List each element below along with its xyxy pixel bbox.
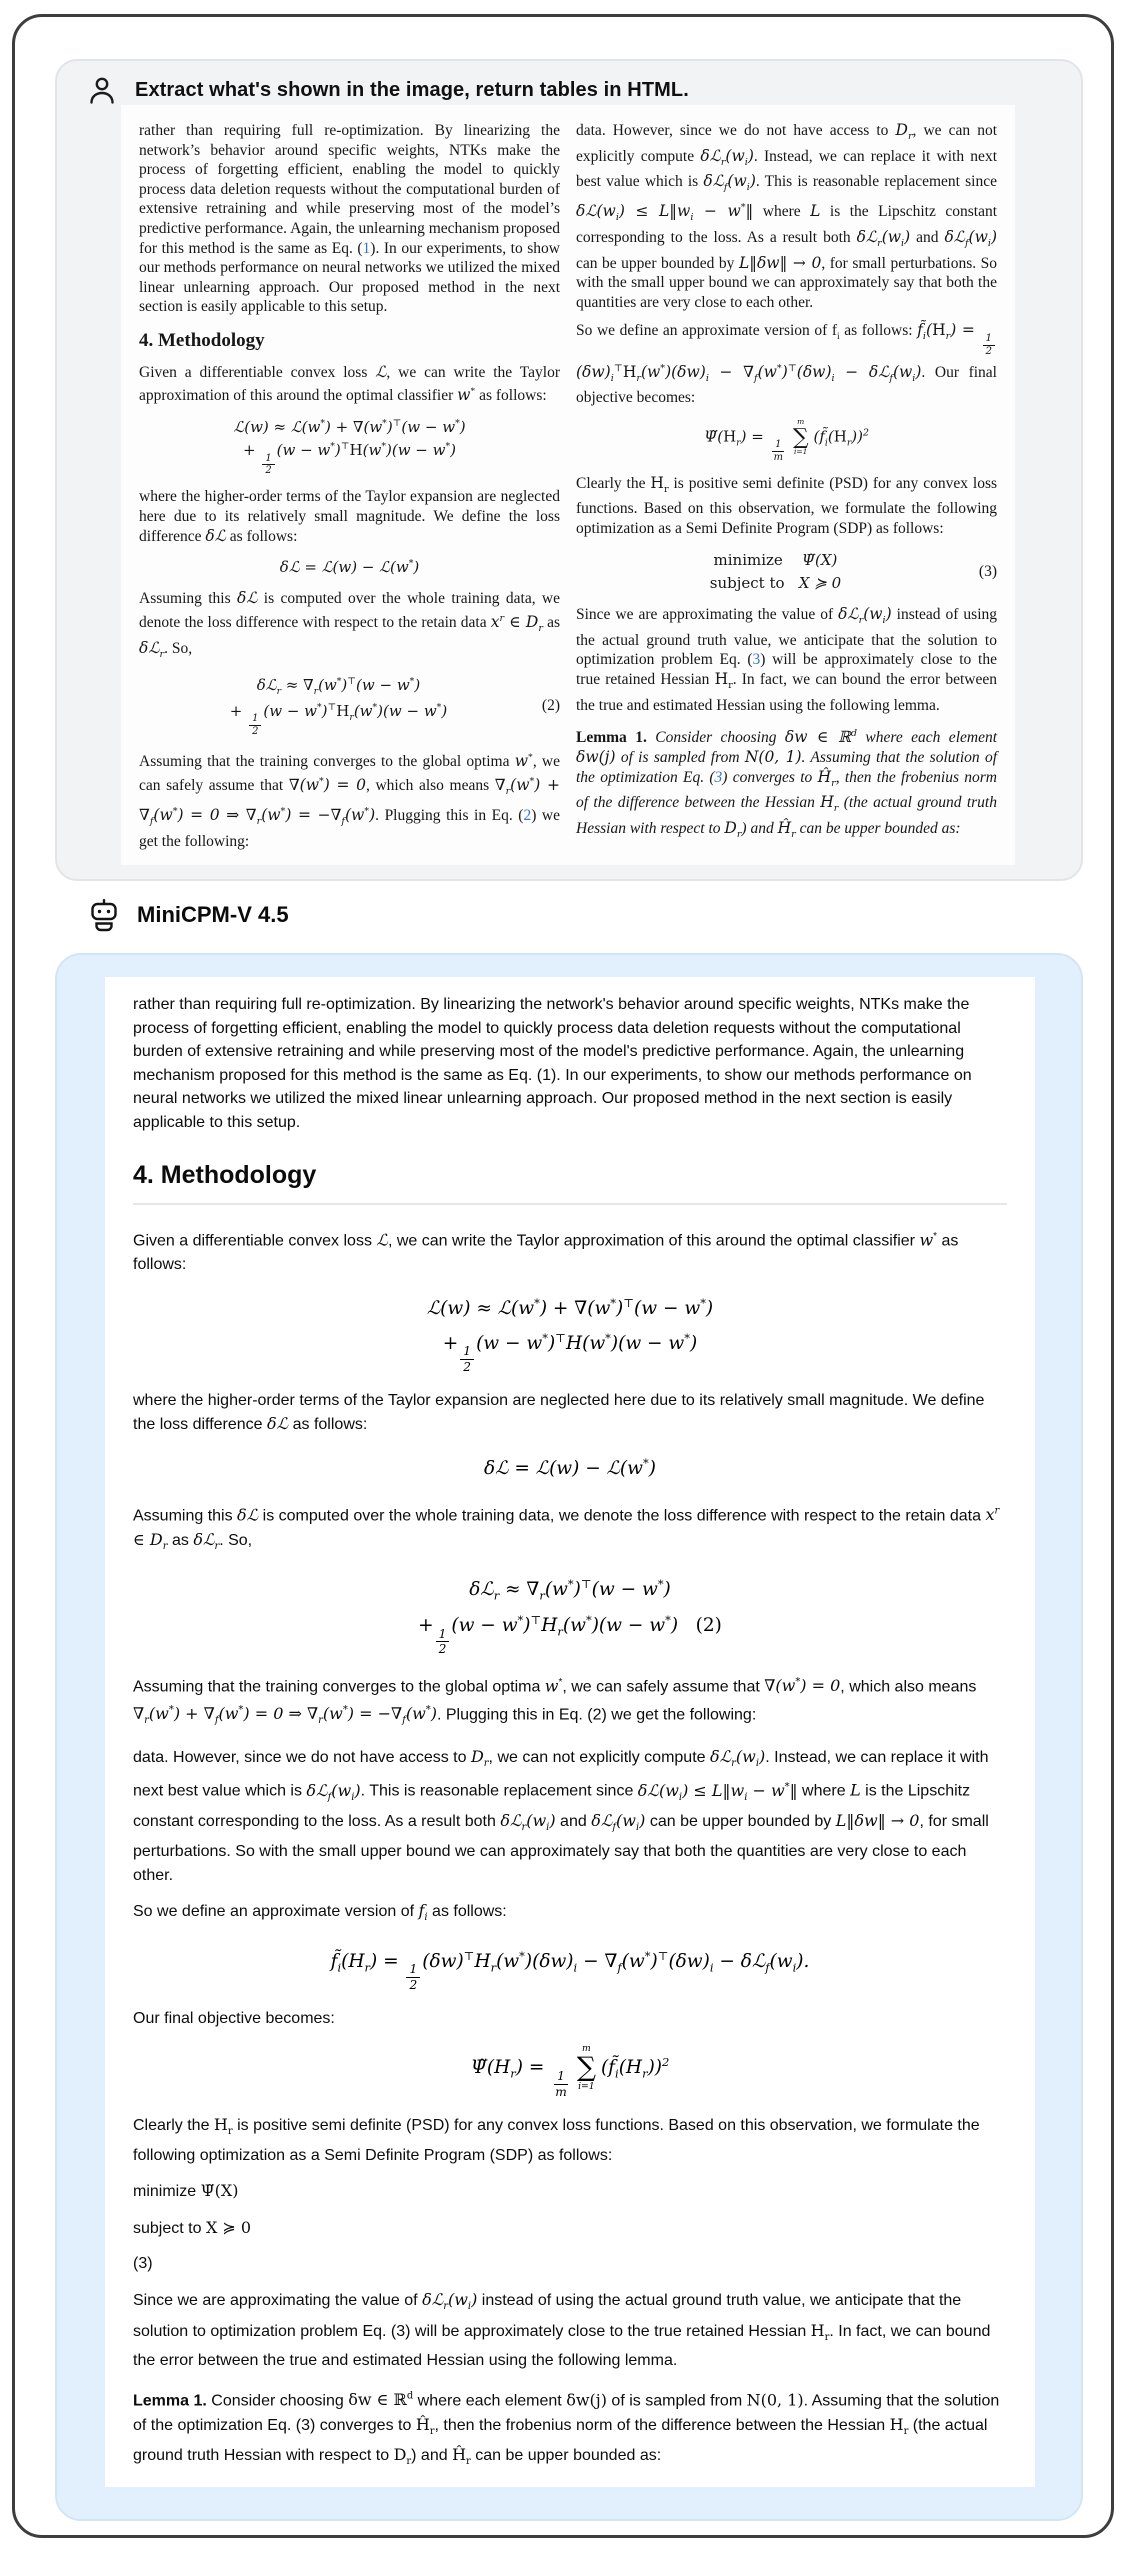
response-paragraph: (3) (133, 2255, 153, 2273)
paper-equation: $\Psĩ(H_r)$ = $\frac{1}{m}$ m ∑ i=1 $(f̃_i(H_r))^2$ (704, 417, 869, 463)
methodology-heading: 4. Methodology (133, 1160, 1007, 1205)
response-paragraph: Assuming that the training converges to the global optima w*, we can safely assume that ∇(w*) = 0, which also means $\nabla_r(w^*) + \nabla_f(w^*) = 0$ ⇒ $\nabla_r(w^*) = -\nabla_f(w^*)$. Plugging this in Eq. (2) we get the following: (133, 1676, 977, 1727)
paper-equation: δℒ = ℒ(w) − ℒ(w*) (279, 558, 420, 577)
assistant-name: MiniCPM-V 4.5 (137, 902, 289, 927)
response-paragraph: Clearly the $H_r$ is positive semi definite (PSD) for any convex loss functions. Based on this observation, we formulate the following optimization as a Semi Definite Program (SDP) as follows: (133, 2115, 980, 2164)
response-paragraph: Our final objective becomes: (133, 2009, 335, 2027)
response-paragraph: minimize Ψ̃(X) (133, 2181, 239, 2201)
paper-paragraph: where the higher-order terms of the Taylor expansion are neglected here due to its relatively small magnitude. We define the loss difference δℒ as follows: (139, 488, 560, 545)
response-equation: δℒ$_r$ ≈ $\nabla_r(w^*)^⊤(w - w^*)$ + $\frac{1}{2}$ $(w - w^*)^⊤H_r(w^*)(w - w^*)$ (2) (418, 1577, 722, 1657)
paper-right-column (576, 121, 997, 849)
response-paragraph: Assuming this δℒ is computed over the whole training data, we denote the loss difference with respect to the retain data $x^r$ ∈ $D_r$ as δℒ$_r$. So, (133, 1505, 1000, 1552)
response-lemma-paragraph: Lemma 1. Consider choosing δw ∈ ℝ$^d$ where each element δw(j) of is sampled from N(0, 1). Assuming that the solution of the optimization Eq. (3) converges to $Ĥ_r$, then the frobenius norm of the difference between the Hessian $H_r$ (the actual ground truth Hessian with respect to $D_r$) and $Ĥ_r$ can be upper bounded as: (133, 2390, 1000, 2468)
paper-paragraph: Assuming that the training converges to the global optima w*, we can safely assume that ∇(w*) = 0, which also means $\nabla_r(w^*) + \nabla_f(w^*) = 0$ ⇒ $\nabla_r(w^*) = -\nabla_f(w^*)$. Plugging this in Eq. (2) we get the following: (139, 752, 560, 850)
user-avatar-icon (87, 75, 117, 105)
paper-paragraph: Since we are approximating the value of $\delta ℒ_r(w_i)$ instead of using the actual ground truth value, we anticipate that the solution to optimization problem Eq. (3) will be approximately close to the true retained Hessian $H_r$. In fact, we can bound the error between the true and estimated Hessian using the following lemma. (576, 605, 997, 714)
paper-equation: δℒ$_r$ ≈ $\nabla_r(w^*)^⊤(w - w^*)$ + $\frac{1}{2}$ $(w - w^*)^⊤H_r(w^*)(w - w^*)$ (229, 676, 448, 738)
response-paragraph: rather than requiring full re-optimization. By linearizing the network's behavior around specific weights, NTKs make the process of forgetting efficient, enabling the model to quickly process data deletion requests without the computational burden of extensive retraining and while preserving most of the model's predictive performance. Again, the unlearning mechanism proposed for this method is the same as Eq. (1). In our experiments, to show our methods performance on neural networks we utilized the mixed linear unlearning approach. Our proposed method in the next section is easily applicable to this setup. (133, 996, 972, 1131)
equation-label: (3) (978, 563, 997, 581)
assistant-message (55, 953, 1083, 2521)
paper-equation: ℒ(w) ≈ ℒ(w*) + ∇(w*)⊤(w − w*) + $\frac{1}{2}$ (w − w*)⊤H(w*)(w − w*) (233, 417, 466, 477)
paper-paragraph: rather than requiring full re-optimization. By linearizing the network’s behavior around specific weights, NTKs make the process of forgetting efficient, enabling the model to quickly process data deletion requests without the computational burden of extensive retraining and while preserving most of the model’s predictive performance. Again, the unlearning mechanism proposed for this method is the same as Eq. (1). In our experiments, to show our methods performance on neural networks we utilized the mixed linear unlearning approach. Our proposed method in the next section is easily applicable to this setup. (139, 122, 560, 316)
paper-lemma-paragraph: Lemma 1. Consider choosing δw ∈ ℝ$^d$ where each element δw(j) of is sampled from N(0, 1). Assuming that the solution of the optimization Eq. (3) converges to $Ĥ_r$, then the frobenius norm of the difference between the Hessian $H_r$ (the actual ground truth Hessian with respect to $D_r$) and $Ĥ_r$ can be upper bounded as: (576, 728, 998, 841)
paper-paragraph: Clearly the $H_r$ is positive semi definite (PSD) for any convex loss functions. Based on this observation, we formulate the following optimization as a Semi Definite Program (SDP) as follows: (576, 473, 998, 537)
response-paragraph: Since we are approximating the value of $\delta ℒ_r(w_i)$ instead of using the actual ground truth value, we anticipate that the solution to optimization problem Eq. (3) will be approximately close to the true retained Hessian $H_r$. In fact, we can bound the error between the true and estimated Hessian using the following lemma. (133, 2289, 991, 2370)
paper-left-column (139, 121, 560, 849)
outer-frame (12, 14, 1114, 2538)
response-equation: $f̃_i(H_r)$ = $\frac{1}{2}$ $(\delta w)^⊤H_r(w^*)(\delta w)_i - \nabla_f(w^*)^⊤(\delta w)_i$ − $\delta ℒ_f(w_i)$. (330, 1948, 810, 1993)
paper-paragraph: So we define an approximate version of $f_i$ as follows: $f̃_i(H_r)$ = $\frac{1}{2}$ $(\delta w)_i^⊤H_r(w^*)(\delta w)_i - \nabla_f(w^*)^⊤(\delta w)_i$ − $\delta ℒ_f(w_i)$. Our final objective becomes: (576, 321, 997, 407)
response-equation: δℒ = ℒ(w) − ℒ(w*) (484, 1455, 656, 1479)
paper-equation: minimize Ψ̃(X) subject to X ≽ 0 (709, 550, 842, 592)
response-paragraph: data. However, since we do not have access to $D_r$, we can not explicitly compute $\delta ℒ_r(w_i)$. Instead, we can replace it with next best value which is $\delta ℒ_f(w_i)$. This is reasonable replacement since $\delta ℒ(w_i)$ ≤ $L‖w_i$ − w*‖ where L is the Lipschitz constant corresponding to the loss. As a result both $\delta ℒ_r(w_i)$ and $\delta ℒ_f(w_i)$ can be upper bounded by L‖δw‖ → 0, for small perturbations. So with the small upper bound we can approximately say that both the quantities are very close to each other. (133, 1746, 989, 1884)
response-card (105, 977, 1035, 2487)
response-paragraph: So we define an approximate version of $f_i$ as follows: (133, 1901, 507, 1924)
response-paragraph: Given a differentiable convex loss ℒ, we can write the Taylor approximation of this around the optimal classifier w* as follows: (133, 1230, 959, 1274)
paper-equation-row (139, 674, 560, 738)
response-equation: $\Psĩ(H_r)$ = $\frac{1}{m}$ m ∑ i=1 $(f̃_i(H_r))^2$ (470, 2043, 670, 2099)
equation-label: (2) (541, 697, 560, 715)
paper-paragraph: data. However, since we do not have access to $D_r$, we can not explicitly compute $\delta ℒ_r(w_i)$. Instead, we can replace it with next best value which is $\delta ℒ_f(w_i)$. This is reasonable replacement since $\delta ℒ(w_i)$ ≤ $L‖w_i$ − w*‖ where L is the Lipschitz constant corresponding to the loss. As a result both $\delta ℒ_r(w_i)$ and $\delta ℒ_f(w_i)$ can be upper bounded by L‖δw‖ → 0, for small perturbations. So with the small upper bound we can approximately say that both the quantities are very close to each other. (576, 121, 998, 311)
response-equation: ℒ(w) ≈ ℒ(w*) + ∇(w*)⊤(w − w*) + $\frac{1}{2}$ (w − w*)⊤H(w*)(w − w*) (426, 1295, 714, 1375)
user-message (55, 59, 1083, 881)
paper-paragraph: Given a differentiable convex loss ℒ, we can write the Taylor approximation of this around the optimal classifier w* as follows: (139, 362, 560, 405)
user-prompt: Extract what's shown in the image, return tables in HTML. (135, 78, 689, 101)
assistant-header (87, 897, 289, 933)
paper-equation-row (576, 549, 997, 596)
response-paragraph: subject to X ≽ 0 (133, 2217, 252, 2237)
response-paragraph: where the higher-order terms of the Taylor expansion are neglected here due to its relatively small magnitude. We define the loss difference δℒ as follows: (133, 1391, 985, 1434)
attachment-image[interactable] (121, 105, 1015, 865)
user-message-header (87, 75, 689, 105)
paper-section-heading: 4. Methodology (139, 329, 265, 351)
paper-paragraph: Assuming this δℒ is computed over the whole training data, we denote the loss difference with respect to the retain data $x^r$ ∈ $D_r$ as δℒ$_r$. So, (139, 589, 560, 660)
robot-icon (87, 897, 121, 933)
